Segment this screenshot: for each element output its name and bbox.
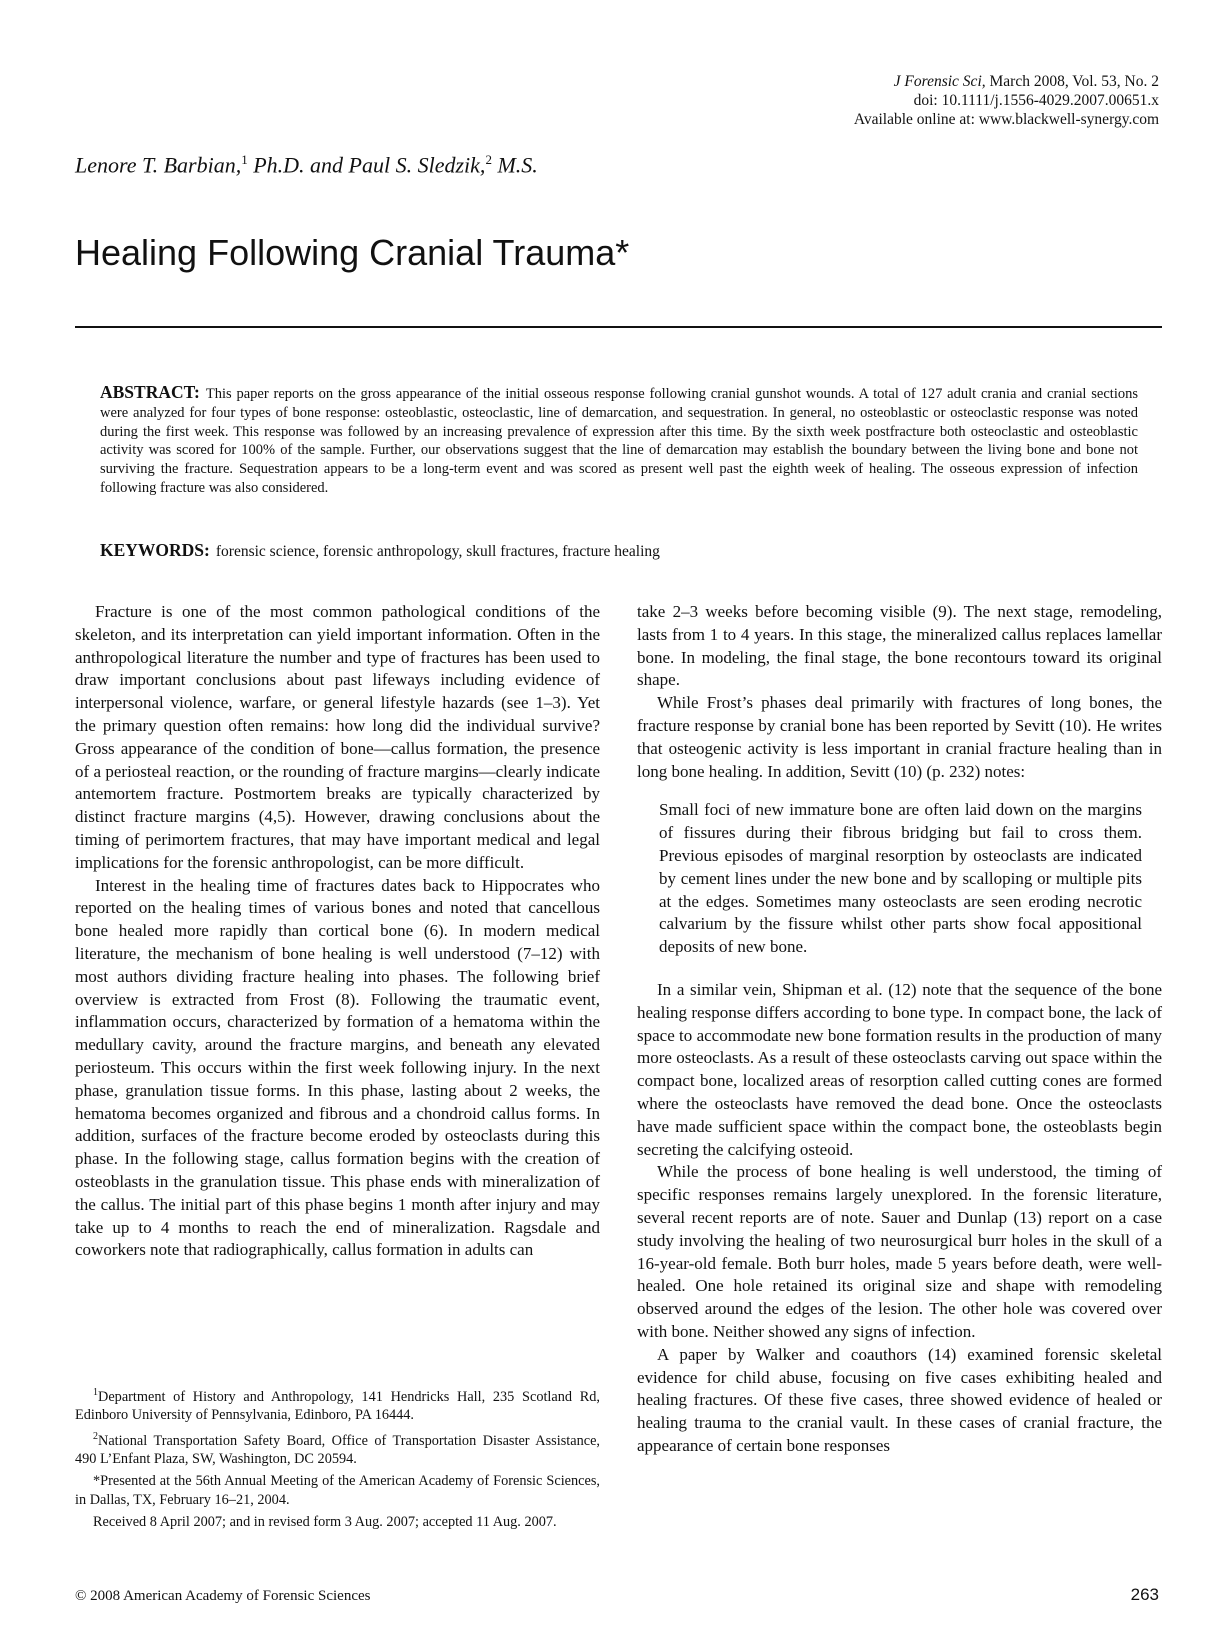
- keywords: [100, 540, 1138, 561]
- footnote-2-mark: 2: [93, 1431, 98, 1443]
- body-paragraph: In a similar vein, Shipman et al. (12) note that the sequence of the bone healing response differs according to bone type. In compact bone, the lack of space to accommodate new bone formation results in the production of many more osteoclasts. As a result of these osteoclasts carving out space within the compact bone, localized areas of resorption called cutting cones are formed where the osteoclasts have removed the dead bone. Once the osteoclasts have made sufficient space within the compact bone, the osteoblasts begin secreting the calcifying osteoid.: [637, 979, 1162, 1159]
- page-number: 263: [1130, 1585, 1159, 1604]
- keywords-label: KEYWORDS:: [100, 540, 210, 560]
- journal-header: [854, 72, 1159, 129]
- abstract-text: This paper reports on the gross appearance of the initial osseous response following cranial gunshot wounds. A total of 127 adult crania and cranial sections were analyzed for four types of bone response: osteoblastic, osteoclastic, line of demarcation, and sequestration. In general, no osteoblastic or osteoclastic response was noted during the first week. This response was followed by an increasing prevalence of expression after this time. By the sixth week postfracture both osteoclastic and osteoblastic activity was scored for 100% of the sample. Further, our observations suggest that the line of demarcation may establish the boundary between the living bone and bone not surviving the fracture. Sequestration appears to be a long-term event and was scored as present well past the eighth week of healing. The osseous expression of infection following fracture was also considered.: [100, 386, 1138, 496]
- body-paragraph: While the process of bone healing is well understood, the timing of specific responses remains largely unexplored. In the forensic literature, several recent reports are of note. Sauer and Dunlap (13) report on a case study involving the healing of two neurosurgical burr holes in the skull of a 16-year-old female. Both burr holes, made 5 years before death, were well-healed. One hole retained its original size and shape with remodeling observed around the edges of the lesion. The other hole was covered over with bone. Neither showed any signs of infection.: [637, 1162, 1162, 1341]
- abstract: [100, 383, 1138, 498]
- body-paragraph: Fracture is one of the most common pathological conditions of the skeleton, and its interpretation can yield important information. Often in the anthropological literature the number and type of fractures has been used to draw important conclusions about past lifeways including evidence of interpersonal violence, warfare, or general lifestyle hazards (see 1–3). Yet the primary question often remains: how long did the individual survive? Gross appearance of the condition of bone—callus formation, the presence of a periosteal reaction, or the rounding of fracture margins—clearly indicate antemortem fracture. Postmortem breaks are typically characterized by distinct fracture margins (4,5). However, drawing conclusions about the timing of perimortem fractures, that may have important medical and legal implications for the forensic anthropologist, can be more difficult.: [75, 602, 600, 872]
- copyright: © 2008 American Academy of Forensic Sciences: [75, 1588, 371, 1604]
- paper-title: Healing Following Cranial Trauma*: [75, 232, 630, 273]
- title-divider: [75, 326, 1162, 328]
- journal-doi: doi: 10.1111/j.1556-4029.2007.00651.x: [913, 92, 1159, 109]
- author-2-affiliation-mark: 2: [485, 152, 492, 167]
- body-paragraph: Interest in the healing time of fractures dates back to Hippocrates who reported on the healing times of various bones and noted that cancellous bone healed more rapidly than cortical bone (6). In modern medical literature, the mechanism of bone healing is well understood (7–12) with most authors dividing fracture healing into phases. The following brief overview is extracted from Frost (8). Following the traumatic event, inflammation occurs, characterized by formation of a hematoma within the medullary cavity, around the fracture margins, and beneath any elevated periosteum. This occurs within the first week following injury. In the next phase, granulation tissue forms. In this phase, lasting about 2 weeks, the hematoma becomes organized and fibrous and a chondroid callus forms. In addition, surfaces of the fracture become eroded by osteoclasts during this phase. In the following stage, callus formation begins with the creation of osteoblasts in the granulation tissue. This phase ends with mineralization of the callus. The initial part of this phase begins 1 month after injury and may take up to 4 months to reach the end of mineralization. Ragsdale and coworkers note that radiographically, callus formation in adults can: [75, 875, 600, 1260]
- block-quote: Small foci of new immature bone are often laid down on the margins of fissures during their fibrous bridging but fail to cross them. Previous episodes of marginal resorption by osteoclasts are indicated by cement lines under the new bone and by scalloping or multiple pits at the edges. Sometimes many osteoclasts are seen eroding necrotic calvarium by the fissure whilst other parts show focal appositional deposits of new bone.: [659, 800, 1142, 957]
- footnote-1: $^1$Department of History and Anthropology, 141 Hendricks Hall, 235 Scotland Rd, Edinboro University of Pennsylvania, Edinboro, PA 16444.: [75, 1387, 600, 1423]
- right-column: [637, 601, 1162, 1458]
- footnote-received: Received 8 April 2007; and in revised form 3 Aug. 2007; accepted 11 Aug. 2007.: [93, 1513, 557, 1530]
- author-line: [75, 152, 538, 178]
- left-column: [75, 601, 600, 1262]
- footnote-2: $^2$National Transportation Safety Board, Office of Transportation Disaster Assistance, 490 L’Enfant Plaza, SW, Washington, DC 20594.: [75, 1431, 600, 1468]
- body-paragraph: take 2–3 weeks before becoming visible (9). The next stage, remodeling, lasts from 1 to 4 years. In this stage, the mineralized callus replaces lamellar bone. In modeling, the final stage, the bone recontours toward its original shape.: [637, 602, 1162, 690]
- journal-name: J Forensic Sci,: [893, 73, 986, 90]
- author-1-affiliation-mark: 1: [241, 152, 248, 167]
- journal-online: Available online at: www.blackwell-synergy.com: [853, 111, 1159, 128]
- journal-citation: [854, 72, 1159, 91]
- footnote-1-mark: 1: [93, 1387, 98, 1398]
- author-2: Ph.D. and Paul S. Sledzik,: [247, 152, 486, 178]
- keywords-text: forensic science, forensic anthropology, skull fractures, fracture healing: [215, 543, 660, 560]
- footnotes: [75, 1384, 600, 1535]
- author-2-degree: M.S.: [491, 152, 538, 178]
- body-paragraph: While Frost’s phases deal primarily with fractures of long bones, the fracture response by cranial bone has been reported by Sevitt (10). He writes that osteogenic activity is less important in cranial fracture healing than in long bone healing. In addition, Sevitt (10) (p. 232) notes:: [637, 693, 1162, 781]
- abstract-label: ABSTRACT:: [100, 382, 200, 402]
- journal-issue: March 2008, Vol. 53, No. 2: [989, 73, 1159, 90]
- footnote-presented: *Presented at the 56th Annual Meeting of the American Academy of Forensic Sciences, in Dallas, TX, February 16–21, 2004.: [75, 1473, 600, 1508]
- body-paragraph: A paper by Walker and coauthors (14) examined forensic skeletal evidence for child abuse, focusing on five cases exhibiting healed and healing fractures. Of these five cases, three showed evidence of healed or healing trauma to the cranial vault. In these cases of cranial fracture, the appearance of certain bone responses: [637, 1344, 1162, 1455]
- author-1: Lenore T. Barbian,: [75, 152, 242, 178]
